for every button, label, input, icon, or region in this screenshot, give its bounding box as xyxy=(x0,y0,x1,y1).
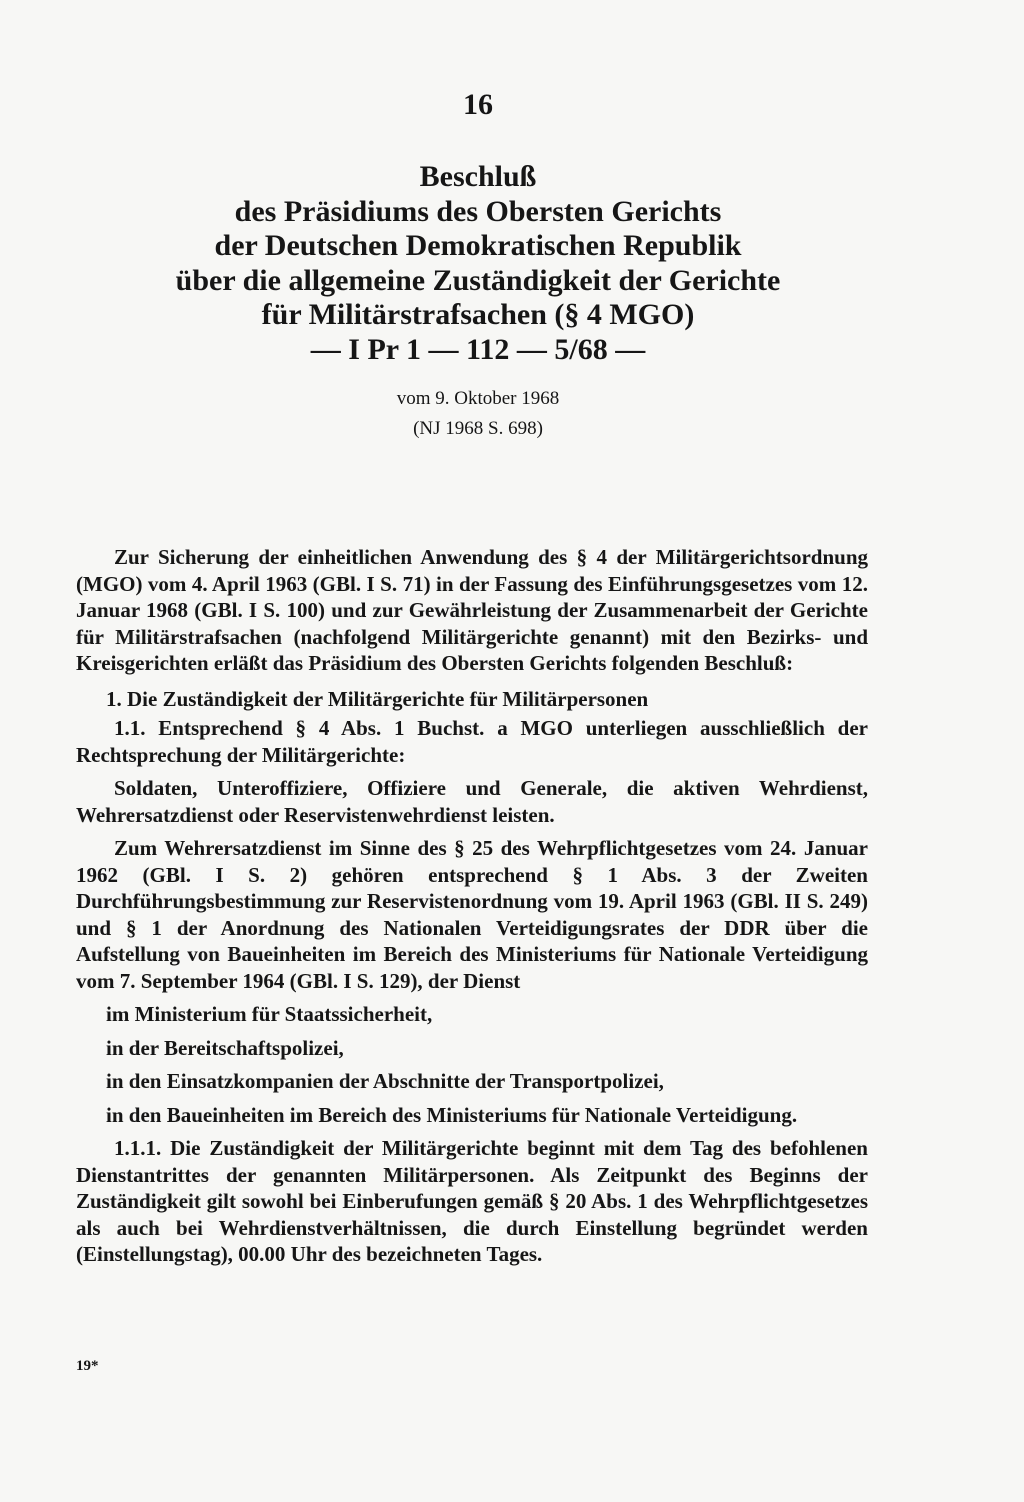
title-line: für Militärstrafsachen (§ 4 MGO) xyxy=(261,298,695,331)
persons-paragraph: Soldaten, Unteroffiziere, Offiziere und Generale, die aktiven Wehrdienst, Wehrersatzdienst oder Reservistenwehrdienst leisten. xyxy=(76,776,868,827)
signature-mark: 19* xyxy=(76,1358,99,1374)
decision-date: vom 9. Oktober 1968 xyxy=(396,388,560,409)
source-reference: (NJ 1968 S. 698) xyxy=(413,418,543,439)
service-list-item: in der Bereitschaftspolizei, xyxy=(106,1035,344,1060)
service-list-item: in den Einsatzkompanien der Abschnitte der Transportpolizei, xyxy=(106,1069,664,1093)
paragraph-1-1-1: 1.1.1. Die Zuständigkeit der Militärgerichte beginnt mit dem Tag des befohlenen Dienstantrittes der genannten Militärpersonen. Als Zeitpunkt des Beginns der Zuständigkeit gilt sowohl bei Einberufungen gemäß § 20 Abs. 1 des Wehrpflichtgesetzes als auch bei Wehrdienstverhältnissen, die durch Einstellung begründet werden (Einstellungstag), 00.00 Uhr des bezeichneten Tages. xyxy=(76,1136,868,1266)
service-list-item: in den Baueinheiten im Bereich des Ministeriums für Nationale Verteidigung. xyxy=(106,1102,798,1127)
title-line: Beschluß xyxy=(419,160,537,193)
section-heading: 1. Die Zuständigkeit der Militärgerichte für Militärpersonen xyxy=(106,686,649,711)
paragraph-1-1: 1.1. Entsprechend § 4 Abs. 1 Buchst. a MGO unterliegen ausschließlich der Rechtsprechung der Militärgerichte: xyxy=(76,716,868,767)
dateline xyxy=(0,384,956,444)
document-title xyxy=(0,160,956,367)
title-line: über die allgemeine Zuständigkeit der Gerichte xyxy=(175,263,781,297)
title-line: des Präsidiums des Obersten Gerichts xyxy=(234,194,722,228)
page-number: 16 xyxy=(463,88,493,121)
title-line: der Deutschen Demokratischen Republik xyxy=(214,229,742,262)
intro-paragraph: Zur Sicherung der einheitlichen Anwendung des § 4 der Militärgerichtsordnung (MGO) vom 4. April 1963 (GBl. I S. 71) in der Fassung des Einführungsgesetzes vom 12. Januar 1968 (GBl. I S. 100) und zur Gewährleistung der Zusammenarbeit der Gerichte für Militärstrafsachen (nachfolgend Militärgerichte genannt) mit den Bezirks- und Kreisgerichten erläßt das Präsidium des Obersten Gerichts folgenden Beschluß: xyxy=(76,545,868,675)
document-body xyxy=(76,544,868,1268)
case-number: — I Pr 1 — 112 — 5/68 — xyxy=(310,332,646,366)
ersatzdienst-paragraph: Zum Wehrersatzdienst im Sinne des § 25 des Wehrpflichtgesetzes vom 24. Januar 1962 (GBl. I S. 2) gehören entsprechend § 1 Abs. 3 der Zweiten Durchführungsbestimmung zur Reservistenordnung vom 19. April 1963 (GBl. II S. 249) und § 1 der Anordnung des Nationalen Verteidigungsrates der DDR über die Aufstellung von Baueinheiten im Bereich des Ministeriums für Nationale Verteidigung vom 7. September 1964 (GBl. I S. 129), der Dienst xyxy=(76,836,868,993)
service-list-item: im Ministerium für Staatssicherheit, xyxy=(106,1002,433,1026)
